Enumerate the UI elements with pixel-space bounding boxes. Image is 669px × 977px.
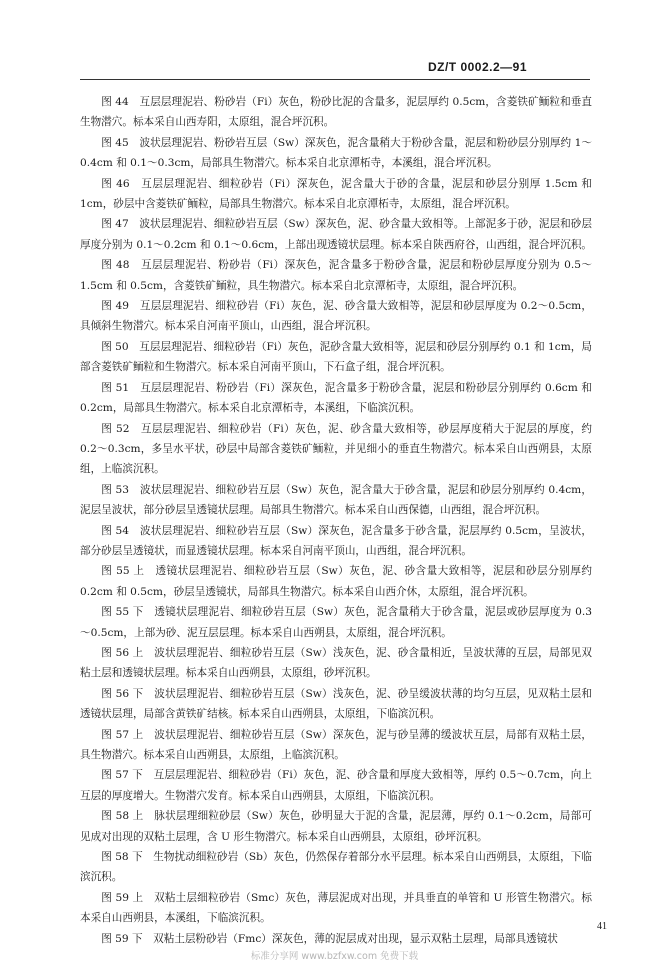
caption-paragraph: 图 48 互层层理泥岩、粉砂岩（Fi）深灰色，泥含量多于粉砂含量，泥层和粉砂层厚度分别为 0.5～1.5cm 和 0.5cm，含菱铁矿鲕粒，具生物潜穴。标本采自北京潭柘寺，太原组，混合坪沉积。: [80, 259, 592, 292]
caption-paragraph: 图 58 下 生物扰动细粒砂岩（Sb）灰色，仍然保存着部分水平层理。标本采自山西朔县，太原组，下临滨沉积。: [80, 851, 592, 884]
caption-paragraph: 图 45 波状层理泥岩、粉砂岩互层（Sw）深灰色，泥含量稍大于粉砂含量，泥层和粉砂层分别厚约 1～0.4cm 和 0.1～0.3cm，局部具生物潜穴。标本采自北京潭柘寺，本溪组，混合坪沉积。: [80, 136, 592, 170]
caption-paragraph: 图 56 上 波状层理泥岩、细粒砂岩互层（Sw）浅灰色，泥、砂含量相近，呈波状薄的互层，局部见双粘土层和透镜状层理。标本采自山西朔县，太原组，砂坪沉积。: [80, 646, 592, 680]
header-rule: [80, 79, 590, 80]
caption-paragraph: 图 59 下 双粘土层粉砂岩（Fmc）深灰色，薄的泥层成对出现，显示双粘土层理，局部具透镜状: [101, 932, 558, 945]
caption-paragraph: 图 55 下 透镜状层理泥岩、细粒砂岩互层（Sw）灰色，泥含量稍大于砂含量，泥层或砂层厚度为 0.3～0.5cm，上部为砂、泥互层层理。标本采自山西朔县，太原组，混合坪沉积。: [80, 606, 592, 639]
caption-paragraph: 图 55 上 透镜状层理泥岩、细粒砂岩互层（Sw）灰色，泥、砂含量大致相等，泥层和砂层分别厚约 0.2cm 和 0.5cm，砂层呈透镜状，局部具生物潜穴。标本采自山西介休，太原组，混合坪沉积。: [80, 565, 592, 598]
caption-paragraph: 图 59 上 双粘土层细粒砂岩（Smc）灰色，薄层泥成对出现，并具垂直的单管和 U 形管生物潜穴。标本采自山西朔县，本溪组，下临滨沉积。: [80, 891, 592, 925]
caption-paragraph: 图 47 波状层理泥岩、细粒砂岩互层（Sw）深灰色，泥、砂含量大致相等。上部泥多于砂，泥层和砂层厚度分别为 0.1～0.2cm 和 0.1～0.6cm，上部出现透镜状层理。标本采自陕西府谷，山西组，混合坪沉积。: [80, 218, 593, 251]
caption-paragraph: 图 56 下 波状层理泥岩、细粒砂岩互层（Sw）浅灰色，泥、砂呈缓波状薄的均匀互层，见双粘土层和透镜状层理，局部含黄铁矿结核。标本采自山西朔县，太原组，下临滨沉积。: [80, 687, 592, 721]
caption-paragraph: 图 58 上 脉状层理细粒砂层（Sw）灰色，砂明显大于泥的含量，泥层薄，厚约 0.1～0.2cm，局部可见成对出现的双粘土层理，含 U 形生物潜穴。标本采自山西朔县，太原组，砂坪沉积。: [80, 810, 592, 843]
caption-paragraph: 图 46 互层层理泥岩、细粒砂岩（Fi）深灰色，泥含量大于砂的含量，泥层和砂层分别厚 1.5cm 和 1cm，砂层中含菱铁矿鲕粒，局部具生物潜穴。标本采自北京潭柘寺，太原组，混合坪沉积。: [80, 177, 592, 211]
footer-watermark: 标准分享网 www.bzfxw.com 免费下载: [250, 951, 419, 962]
standard-code-header: DZ/T 0002.2—91: [427, 60, 527, 74]
caption-paragraph: 图 53 波状层理泥岩、细粒砂岩互层（Sw）灰色，泥含量大于砂含量，泥层和砂层分别厚约 0.4cm，泥层呈波状，部分砂层呈透镜状层理。局部具生物潜穴。标本采自山西保德，山西组，混合坪沉积。: [80, 483, 592, 517]
caption-paragraph: 图 54 波状层理泥岩、细粒砂岩互层（Sw）深灰色，泥含量多于砂含量，泥层厚约 0.5cm，呈波状，部分砂层呈透镜状，而显透镜状层理。标本采自河南平顶山，山西组，混合坪沉积。: [80, 524, 592, 557]
caption-paragraph: 图 44 互层层理泥岩、粉砂岩（Fi）灰色，粉砂比泥的含量多，泥层厚约 0.5cm，含菱铁矿鲕粒和垂直生物潜穴。标本采自山西寿阳，太原组，混合坪沉积。: [80, 96, 592, 129]
caption-paragraph: 图 57 下 互层层理泥岩、细粒砂岩（Fi）灰色，泥、砂含量和厚度大致相等，厚约 0.5～0.7cm，向上互层的厚度增大。生物潜穴发育。标本采自山西朔县，太原组，下临滨沉积。: [80, 769, 592, 802]
caption-paragraph: 图 51 互层层理泥岩、粉砂岩（Fi）深灰色，泥含量多于粉砂含量，泥层和粉砂层分别厚约 0.6cm 和 0.2cm，局部具生物潜穴。标本采自北京潭柘寺，本溪组，下临滨沉积。: [80, 381, 592, 415]
caption-paragraph: 图 52 互层层理泥岩、细粒砂岩（Fi）灰色，泥、砂含量大致相等，砂层厚度稍大于泥层的厚度，约 0.2～0.3cm，多呈水平状，砂层中局部含菱铁矿鲕粒，并见细小的垂直生物潜穴。标本采自山西朔县，太原组，上临滨沉积。: [80, 422, 592, 476]
caption-paragraph: 图 50 互层层理泥岩、细粒砂岩（Fi）灰色，泥砂含量大致相等，泥层和砂层分别厚约 0.1 和 1cm，局部含菱铁矿鲕粒和生物潜穴。标本采自河南平顶山，下石盒子组，混合坪沉积。: [80, 340, 592, 374]
caption-paragraph: 图 49 互层层理泥岩、细粒砂岩（Fi）灰色，泥、砂含量大致相等，泥层和砂层厚度为 0.2～0.5cm，具倾斜生物潜穴。标本采自河南平顶山，山西组，混合坪沉积。: [80, 300, 592, 333]
page-number: 41: [597, 921, 607, 932]
figure-captions-body: [80, 92, 592, 949]
caption-paragraph: 图 57 上 波状层理泥岩、细粒砂岩互层（Sw）深灰色，泥与砂呈薄的缓波状互层，局部有双粘土层，具生物潜穴。标本采自山西朔县，太原组，上临滨沉积。: [80, 728, 592, 761]
